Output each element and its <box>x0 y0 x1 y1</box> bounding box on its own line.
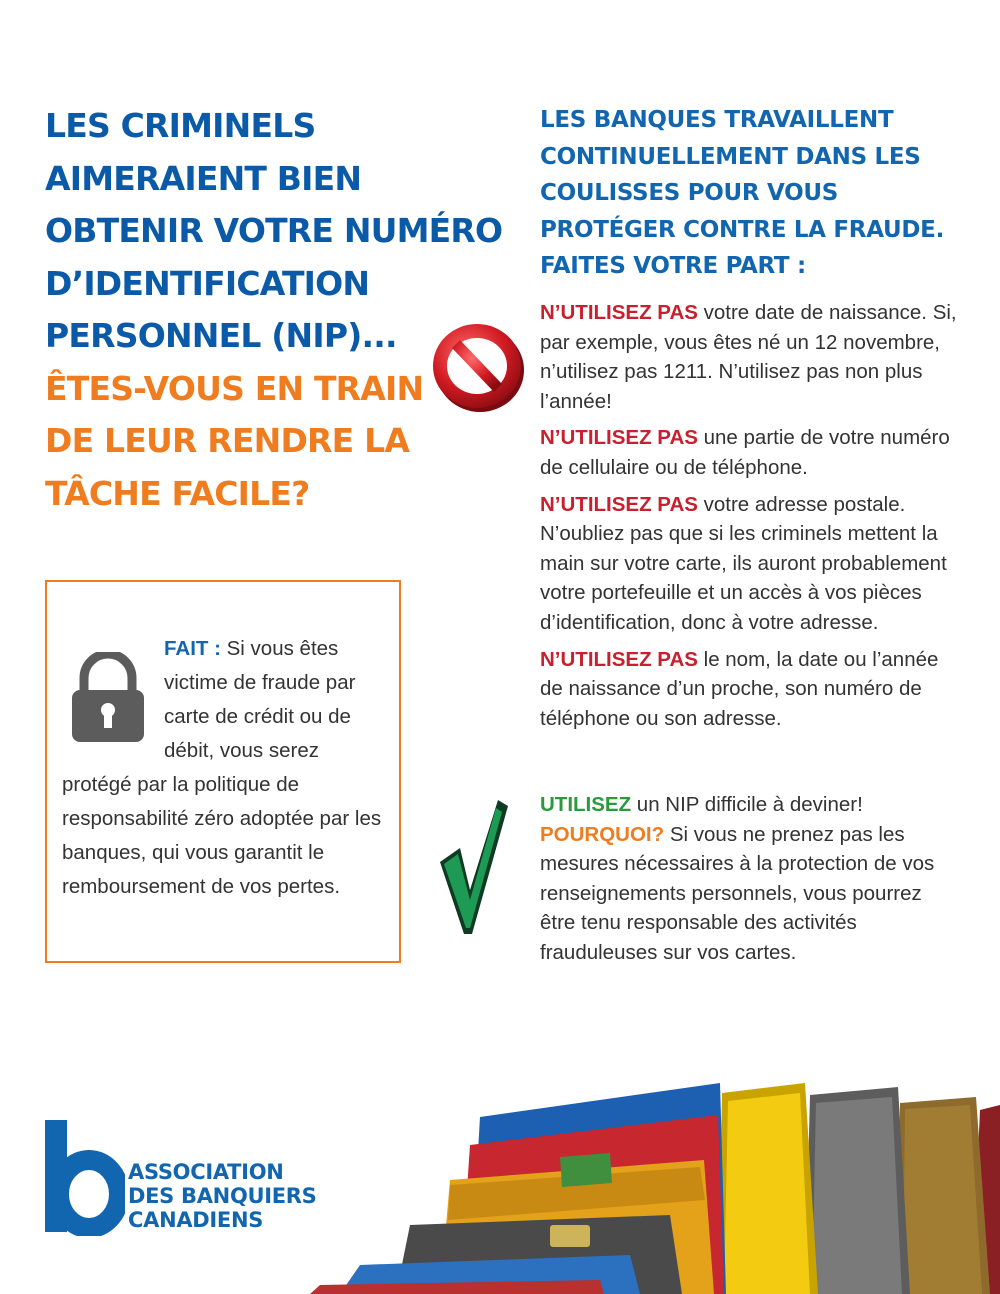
use-label: UTILISEZ <box>540 793 632 816</box>
why-text: Si vous ne prenez pas les mesures nécessaires à la protection de vos renseignements personnels, vous pourrez être tenu responsable des activités frauduleuses sur vos cartes. <box>540 822 935 964</box>
headline-line: AIMERAIENT BIEN <box>45 158 362 198</box>
why-label: POURQUOI? <box>540 822 665 846</box>
tip-item <box>540 423 960 482</box>
tip-label: N’UTILISEZ PAS <box>540 426 698 450</box>
tip-text: votre date de naissance. Si, par exemple, vous êtes né un 12 novembre, n’utilisez pas 1211. N’utilisez pas non plus l’année! <box>540 301 957 413</box>
tip-label: N’UTILISEZ PAS <box>540 301 698 324</box>
use-tip <box>540 790 960 968</box>
logo-line: ASSOCIATION <box>128 1160 284 1184</box>
main-headline <box>45 100 505 520</box>
headline-question-line: ÊTES-VOUS EN TRAIN <box>45 368 424 408</box>
intro-line: PROTÉGER CONTRE LA FRAUDE. <box>540 216 945 243</box>
fact-label: FAIT : <box>164 637 221 660</box>
logo-line: DES BANQUIERS <box>128 1184 317 1208</box>
tip-item <box>540 490 960 638</box>
headline-line: OBTENIR VOTRE NUMÉRO <box>45 211 503 250</box>
intro-line: COULISSES POUR VOUS <box>540 180 838 206</box>
intro-line: LES BANQUES TRAVAILLENT <box>540 107 894 133</box>
headline-line: D’IDENTIFICATION <box>45 263 370 303</box>
dont-tips <box>540 298 960 740</box>
cba-logo-b-icon <box>45 1120 125 1236</box>
tip-label: N’UTILISEZ PAS <box>540 492 698 516</box>
intro-line: CONTINUELLEMENT DANS LES <box>540 143 921 170</box>
intro-heading <box>540 102 980 285</box>
headline-line: PERSONNEL (NIP)... <box>45 316 397 355</box>
tip-item <box>540 298 960 416</box>
cba-logo-text <box>128 1160 317 1232</box>
credit-cards-image <box>300 1075 1000 1294</box>
tip-item <box>540 645 960 734</box>
headline-question-line: TÂCHE FACILE? <box>45 473 310 513</box>
fact-body: Si vous êtes victime de fraude par carte de crédit ou de débit, vous serez protégé par la politique de responsabilité zéro adoptée par les banques, qui vous garantit le remboursement de vos pertes. <box>62 637 382 898</box>
padlock-icon <box>70 652 146 744</box>
tip-text: le nom, la date ou l’année de naissance d’un proche, son numéro de téléphone ou son adresse. <box>540 647 939 730</box>
fact-box <box>45 580 401 963</box>
tip-text: votre adresse postale. N’oubliez pas que si les criminels mettent la main sur votre carte, ils auront probablement votre portefeuille et un accès à vos pièces d’identification, donc à votre adresse. <box>540 492 947 634</box>
intro-line: FAITES VOTRE PART : <box>540 253 806 279</box>
logo-line: CANADIENS <box>128 1208 264 1232</box>
headline-line: LES CRIMINELS <box>45 106 316 145</box>
checkmark-icon <box>438 800 508 940</box>
prohibition-icon <box>430 318 530 418</box>
use-text: un NIP difficile à deviner! <box>631 793 863 816</box>
headline-question-line: DE LEUR RENDRE LA <box>45 421 410 460</box>
tip-text: une partie de votre numéro de cellulaire ou de téléphone. <box>540 426 950 479</box>
tip-label: N’UTILISEZ PAS <box>540 647 698 671</box>
